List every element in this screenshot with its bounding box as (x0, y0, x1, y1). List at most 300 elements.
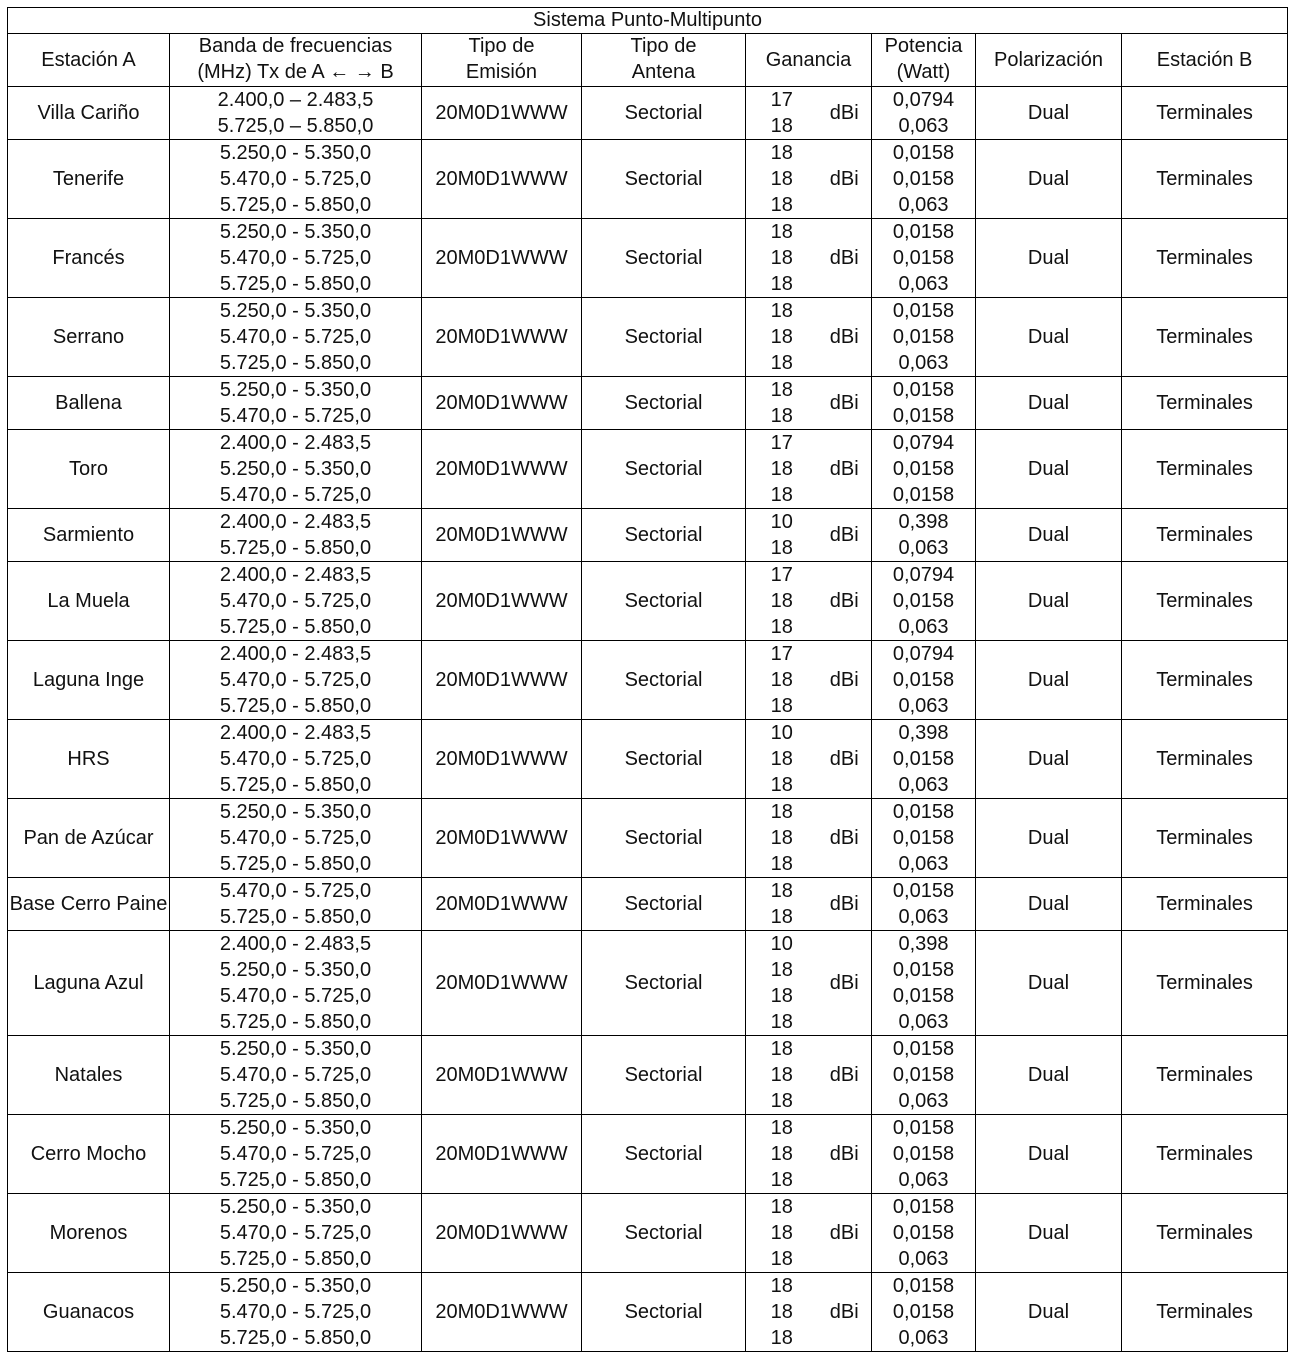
frequency-cell (170, 140, 422, 219)
gain-value: 18 (770, 1301, 793, 1323)
header-row (8, 34, 1288, 87)
power-cell (872, 562, 976, 641)
header-potencia-line2: (Watt) (896, 61, 951, 83)
frequency-band: 5.470,0 - 5.725,0 (219, 1143, 372, 1165)
antenna-type-cell: Sectorial (582, 641, 746, 720)
table-row (8, 931, 1288, 1036)
power-value: 0,0158 (892, 1222, 955, 1244)
station-a-cell: HRS (8, 720, 170, 799)
frequency-band: 5.470,0 - 5.725,0 (219, 1222, 372, 1244)
polarization-cell: Dual (976, 1194, 1122, 1273)
gain-unit-cell: dBi (818, 878, 872, 931)
frequency-cell (170, 1036, 422, 1115)
power-cell (872, 298, 976, 377)
gain-values-cell (746, 219, 818, 298)
frequency-band: 5.725,0 - 5.850,0 (219, 853, 372, 875)
antenna-type-cell: Sectorial (582, 562, 746, 641)
table-row (8, 1194, 1288, 1273)
power-cell (872, 509, 976, 562)
station-b-cell: Terminales (1122, 219, 1288, 298)
table-row (8, 799, 1288, 878)
antenna-type-cell: Sectorial (582, 878, 746, 931)
emission-type-cell: 20M0D1WWW (422, 87, 582, 140)
gain-unit-cell: dBi (818, 1194, 872, 1273)
table-row (8, 720, 1288, 799)
antenna-type-cell: Sectorial (582, 140, 746, 219)
station-a-cell: Villa Cariño (8, 87, 170, 140)
emission-type-cell: 20M0D1WWW (422, 1036, 582, 1115)
frequency-band: 5.725,0 - 5.850,0 (219, 1090, 372, 1112)
power-value: 0,0158 (892, 326, 955, 348)
header-potencia-line1: Potencia (884, 35, 963, 57)
polarization-cell: Dual (976, 1273, 1122, 1352)
gain-unit-cell: dBi (818, 430, 872, 509)
frequency-band: 5.725,0 - 5.850,0 (219, 273, 372, 295)
frequency-cell (170, 509, 422, 562)
gain-unit-cell: dBi (818, 931, 872, 1036)
frequency-band: 5.470,0 - 5.725,0 (219, 985, 372, 1007)
power-value: 0,063 (898, 853, 949, 875)
gain-value: 18 (770, 1196, 793, 1218)
gain-value: 17 (770, 643, 793, 665)
station-b-cell: Terminales (1122, 1115, 1288, 1194)
frequency-band: 5.725,0 - 5.850,0 (219, 906, 372, 928)
antenna-type-cell: Sectorial (582, 377, 746, 430)
table-row (8, 878, 1288, 931)
frequency-cell (170, 931, 422, 1036)
station-a-cell: Morenos (8, 1194, 170, 1273)
frequency-band: 5.725,0 - 5.850,0 (219, 616, 372, 638)
emission-type-cell: 20M0D1WWW (422, 1273, 582, 1352)
gain-value: 18 (770, 590, 793, 612)
frequency-band: 5.470,0 - 5.725,0 (219, 880, 372, 902)
antenna-type-cell: Sectorial (582, 1273, 746, 1352)
gain-value: 18 (770, 1011, 793, 1033)
polarization-cell: Dual (976, 641, 1122, 720)
gain-value: 18 (770, 827, 793, 849)
station-a-cell: La Muela (8, 562, 170, 641)
power-cell (872, 219, 976, 298)
emission-type-cell: 20M0D1WWW (422, 878, 582, 931)
header-potencia (872, 34, 976, 87)
power-value: 0,0158 (892, 379, 955, 401)
power-value: 0,063 (898, 906, 949, 928)
gain-value: 18 (770, 748, 793, 770)
gain-values-cell (746, 1194, 818, 1273)
frequency-band: 5.470,0 - 5.725,0 (219, 405, 372, 427)
power-cell (872, 140, 976, 219)
station-b-cell: Terminales (1122, 140, 1288, 219)
emission-type-cell: 20M0D1WWW (422, 140, 582, 219)
polarization-cell: Dual (976, 509, 1122, 562)
power-value: 0,063 (898, 616, 949, 638)
power-value: 0,0158 (892, 1064, 955, 1086)
title-row (8, 8, 1288, 34)
frequency-band: 2.400,0 – 2.483,5 (217, 89, 374, 111)
station-b-cell: Terminales (1122, 799, 1288, 878)
frequency-band: 5.250,0 - 5.350,0 (219, 142, 372, 164)
frequency-cell (170, 1194, 422, 1273)
power-value: 0,0158 (892, 590, 955, 612)
frequency-band: 5.250,0 - 5.350,0 (219, 1275, 372, 1297)
frequency-band: 5.470,0 - 5.725,0 (219, 326, 372, 348)
gain-unit-cell: dBi (818, 219, 872, 298)
antenna-type-cell: Sectorial (582, 1115, 746, 1194)
power-value: 0,0158 (892, 300, 955, 322)
station-a-cell: Pan de Azúcar (8, 799, 170, 878)
frequency-band: 5.250,0 - 5.350,0 (219, 379, 372, 401)
gain-value: 18 (770, 695, 793, 717)
frequency-cell (170, 720, 422, 799)
station-a-cell: Cerro Mocho (8, 1115, 170, 1194)
polarization-cell: Dual (976, 878, 1122, 931)
frequency-band: 5.470,0 - 5.725,0 (219, 590, 372, 612)
emission-type-cell: 20M0D1WWW (422, 1194, 582, 1273)
power-value: 0,063 (898, 273, 949, 295)
power-value: 0,0158 (892, 985, 955, 1007)
frequency-cell (170, 219, 422, 298)
antenna-type-cell: Sectorial (582, 1194, 746, 1273)
table-row (8, 509, 1288, 562)
station-a-cell: Natales (8, 1036, 170, 1115)
power-value: 0,0158 (892, 801, 955, 823)
power-value: 0,0794 (892, 432, 955, 454)
gain-values-cell (746, 878, 818, 931)
gain-value: 18 (770, 273, 793, 295)
station-b-cell: Terminales (1122, 1273, 1288, 1352)
gain-unit-cell: dBi (818, 87, 872, 140)
power-cell (872, 1115, 976, 1194)
frequency-cell (170, 430, 422, 509)
gain-value: 10 (770, 933, 793, 955)
gain-values-cell (746, 87, 818, 140)
power-value: 0,063 (898, 1090, 949, 1112)
station-a-cell: Guanacos (8, 1273, 170, 1352)
polarization-cell: Dual (976, 377, 1122, 430)
frequency-band: 5.250,0 - 5.350,0 (219, 221, 372, 243)
emission-type-cell: 20M0D1WWW (422, 931, 582, 1036)
gain-values-cell (746, 562, 818, 641)
emission-type-cell: 20M0D1WWW (422, 641, 582, 720)
gain-value: 10 (770, 722, 793, 744)
gain-unit-cell: dBi (818, 720, 872, 799)
polarization-cell: Dual (976, 799, 1122, 878)
gain-value: 18 (770, 115, 793, 137)
polarization-cell: Dual (976, 931, 1122, 1036)
emission-type-cell: 20M0D1WWW (422, 509, 582, 562)
station-b-cell: Terminales (1122, 641, 1288, 720)
frequency-cell (170, 641, 422, 720)
emission-type-cell: 20M0D1WWW (422, 430, 582, 509)
antenna-type-cell: Sectorial (582, 298, 746, 377)
gain-value: 18 (770, 616, 793, 638)
polarization-cell: Dual (976, 562, 1122, 641)
gain-values-cell (746, 720, 818, 799)
gain-value: 18 (770, 880, 793, 902)
frequency-cell (170, 562, 422, 641)
power-value: 0,0158 (892, 1196, 955, 1218)
frequency-band: 5.725,0 - 5.850,0 (219, 1327, 372, 1349)
gain-value: 18 (770, 959, 793, 981)
table-row (8, 140, 1288, 219)
gain-value: 18 (770, 405, 793, 427)
power-value: 0,063 (898, 1327, 949, 1349)
station-b-cell: Terminales (1122, 377, 1288, 430)
frequency-band: 2.400,0 - 2.483,5 (219, 564, 372, 586)
antenna-type-cell: Sectorial (582, 1036, 746, 1115)
power-cell (872, 878, 976, 931)
frequency-table (7, 7, 1288, 1352)
frequency-cell (170, 799, 422, 878)
polarization-cell: Dual (976, 1115, 1122, 1194)
frequency-band: 5.250,0 - 5.350,0 (219, 458, 372, 480)
gain-unit-cell: dBi (818, 641, 872, 720)
power-value: 0,0158 (892, 1275, 955, 1297)
gain-values-cell (746, 1115, 818, 1194)
antenna-type-cell: Sectorial (582, 219, 746, 298)
header-estacion-b: Estación B (1122, 34, 1288, 87)
gain-value: 18 (770, 1064, 793, 1086)
station-a-cell: Serrano (8, 298, 170, 377)
emission-type-cell: 20M0D1WWW (422, 562, 582, 641)
gain-value: 18 (770, 1117, 793, 1139)
power-cell (872, 1273, 976, 1352)
gain-values-cell (746, 377, 818, 430)
table-row (8, 562, 1288, 641)
emission-type-cell: 20M0D1WWW (422, 1115, 582, 1194)
polarization-cell: Dual (976, 87, 1122, 140)
station-b-cell: Terminales (1122, 720, 1288, 799)
frequency-band: 5.250,0 - 5.350,0 (219, 801, 372, 823)
power-value: 0,063 (898, 774, 949, 796)
gain-value: 18 (770, 801, 793, 823)
frequency-band: 2.400,0 - 2.483,5 (219, 432, 372, 454)
gain-value: 17 (770, 89, 793, 111)
power-cell (872, 87, 976, 140)
frequency-band: 5.470,0 - 5.725,0 (219, 1064, 372, 1086)
gain-unit-cell: dBi (818, 1115, 872, 1194)
station-b-cell: Terminales (1122, 298, 1288, 377)
header-tipo-antena-line2: Antena (631, 61, 696, 83)
frequency-band: 5.725,0 - 5.850,0 (219, 1169, 372, 1191)
station-a-cell: Base Cerro Paine (8, 878, 170, 931)
gain-value: 18 (770, 1169, 793, 1191)
power-cell (872, 430, 976, 509)
polarization-cell: Dual (976, 298, 1122, 377)
frequency-band: 5.725,0 - 5.850,0 (219, 695, 372, 717)
gain-value: 18 (770, 774, 793, 796)
power-value: 0,0158 (892, 142, 955, 164)
antenna-type-cell: Sectorial (582, 720, 746, 799)
table-row (8, 641, 1288, 720)
gain-value: 18 (770, 1038, 793, 1060)
power-value: 0,398 (898, 511, 949, 533)
gain-unit-cell: dBi (818, 298, 872, 377)
polarization-cell: Dual (976, 1036, 1122, 1115)
station-b-cell: Terminales (1122, 562, 1288, 641)
table-row (8, 430, 1288, 509)
header-tipo-antena (582, 34, 746, 87)
gain-value: 17 (770, 564, 793, 586)
station-a-cell: Francés (8, 219, 170, 298)
station-b-cell: Terminales (1122, 931, 1288, 1036)
power-value: 0,063 (898, 1011, 949, 1033)
frequency-band: 2.400,0 - 2.483,5 (219, 643, 372, 665)
frequency-cell (170, 377, 422, 430)
frequency-band: 5.470,0 - 5.725,0 (219, 748, 372, 770)
station-a-cell: Toro (8, 430, 170, 509)
emission-type-cell: 20M0D1WWW (422, 219, 582, 298)
power-value: 0,0158 (892, 247, 955, 269)
header-banda-line2: (MHz) Tx de A ← → B (197, 61, 394, 83)
station-b-cell: Terminales (1122, 1036, 1288, 1115)
power-value: 0,0158 (892, 959, 955, 981)
power-value: 0,063 (898, 1169, 949, 1191)
power-cell (872, 931, 976, 1036)
table-row (8, 1273, 1288, 1352)
frequency-band: 5.725,0 - 5.850,0 (219, 194, 372, 216)
power-value: 0,0158 (892, 1038, 955, 1060)
polarization-cell: Dual (976, 140, 1122, 219)
power-value: 0,0158 (892, 880, 955, 902)
antenna-type-cell: Sectorial (582, 430, 746, 509)
gain-value: 18 (770, 669, 793, 691)
gain-values-cell (746, 140, 818, 219)
power-value: 0,0158 (892, 1301, 955, 1323)
gain-unit-cell: dBi (818, 140, 872, 219)
polarization-cell: Dual (976, 720, 1122, 799)
power-value: 0,0158 (892, 1117, 955, 1139)
gain-values-cell (746, 298, 818, 377)
polarization-cell: Dual (976, 430, 1122, 509)
station-b-cell: Terminales (1122, 509, 1288, 562)
station-a-cell: Sarmiento (8, 509, 170, 562)
header-tipo-emision-line1: Tipo de (468, 35, 535, 57)
gain-value: 18 (770, 247, 793, 269)
gain-unit-cell: dBi (818, 377, 872, 430)
emission-type-cell: 20M0D1WWW (422, 377, 582, 430)
table-row (8, 87, 1288, 140)
power-cell (872, 799, 976, 878)
gain-value: 18 (770, 1143, 793, 1165)
gain-value: 18 (770, 1327, 793, 1349)
gain-unit-cell: dBi (818, 1036, 872, 1115)
frequency-band: 5.470,0 - 5.725,0 (219, 669, 372, 691)
frequency-band: 5.470,0 - 5.725,0 (219, 484, 372, 506)
frequency-band: 5.250,0 - 5.350,0 (219, 300, 372, 322)
power-value: 0,0794 (892, 89, 955, 111)
table-row (8, 219, 1288, 298)
gain-value: 18 (770, 168, 793, 190)
gain-values-cell (746, 509, 818, 562)
gain-value: 18 (770, 379, 793, 401)
header-ganancia: Ganancia (746, 34, 872, 87)
gain-value: 18 (770, 853, 793, 875)
table-row (8, 298, 1288, 377)
power-cell (872, 377, 976, 430)
power-value: 0,063 (898, 352, 949, 374)
station-b-cell: Terminales (1122, 87, 1288, 140)
power-value: 0,0158 (892, 458, 955, 480)
antenna-type-cell: Sectorial (582, 509, 746, 562)
power-value: 0,398 (898, 722, 949, 744)
frequency-band: 5.470,0 - 5.725,0 (219, 1301, 372, 1323)
gain-value: 18 (770, 458, 793, 480)
gain-unit-cell: dBi (818, 799, 872, 878)
power-cell (872, 720, 976, 799)
power-value: 0,398 (898, 933, 949, 955)
frequency-cell (170, 878, 422, 931)
station-a-cell: Ballena (8, 377, 170, 430)
gain-value: 17 (770, 432, 793, 454)
power-cell (872, 1194, 976, 1273)
gain-value: 18 (770, 1090, 793, 1112)
power-value: 0,0158 (892, 221, 955, 243)
power-value: 0,063 (898, 115, 949, 137)
frequency-cell (170, 1115, 422, 1194)
station-b-cell: Terminales (1122, 878, 1288, 931)
frequency-band: 5.250,0 - 5.350,0 (219, 1196, 372, 1218)
table-row (8, 377, 1288, 430)
power-value: 0,0794 (892, 564, 955, 586)
gain-value: 18 (770, 1248, 793, 1270)
gain-values-cell (746, 1273, 818, 1352)
gain-value: 18 (770, 326, 793, 348)
gain-value: 18 (770, 352, 793, 374)
emission-type-cell: 20M0D1WWW (422, 799, 582, 878)
station-a-cell: Tenerife (8, 140, 170, 219)
header-tipo-emision-line2: Emisión (465, 61, 538, 83)
frequency-band: 5.725,0 – 5.850,0 (217, 115, 374, 137)
gain-value: 18 (770, 985, 793, 1007)
gain-value: 18 (770, 484, 793, 506)
table-row (8, 1036, 1288, 1115)
gain-value: 18 (770, 906, 793, 928)
frequency-band: 5.250,0 - 5.350,0 (219, 1038, 372, 1060)
frequency-band: 2.400,0 - 2.483,5 (219, 511, 372, 533)
table-body (8, 87, 1288, 1352)
frequency-band: 5.725,0 - 5.850,0 (219, 537, 372, 559)
header-banda (170, 34, 422, 87)
power-value: 0,0158 (892, 669, 955, 691)
station-b-cell: Terminales (1122, 430, 1288, 509)
antenna-type-cell: Sectorial (582, 87, 746, 140)
header-tipo-emision (422, 34, 582, 87)
power-value: 0,0158 (892, 748, 955, 770)
frequency-band: 5.725,0 - 5.850,0 (219, 352, 372, 374)
frequency-cell (170, 87, 422, 140)
power-value: 0,0158 (892, 1143, 955, 1165)
frequency-band: 2.400,0 - 2.483,5 (219, 933, 372, 955)
header-estacion-a: Estación A (8, 34, 170, 87)
frequency-band: 5.470,0 - 5.725,0 (219, 168, 372, 190)
gain-values-cell (746, 931, 818, 1036)
antenna-type-cell: Sectorial (582, 931, 746, 1036)
frequency-band: 5.470,0 - 5.725,0 (219, 827, 372, 849)
header-tipo-antena-line1: Tipo de (630, 35, 697, 57)
station-a-cell: Laguna Azul (8, 931, 170, 1036)
gain-unit-cell: dBi (818, 562, 872, 641)
gain-unit-cell: dBi (818, 1273, 872, 1352)
gain-unit-cell: dBi (818, 509, 872, 562)
header-banda-line1: Banda de frecuencias (198, 35, 393, 57)
gain-values-cell (746, 641, 818, 720)
frequency-cell (170, 1273, 422, 1352)
gain-value: 18 (770, 300, 793, 322)
gain-value: 18 (770, 194, 793, 216)
frequency-band: 5.725,0 - 5.850,0 (219, 1248, 372, 1270)
frequency-band: 5.250,0 - 5.350,0 (219, 959, 372, 981)
